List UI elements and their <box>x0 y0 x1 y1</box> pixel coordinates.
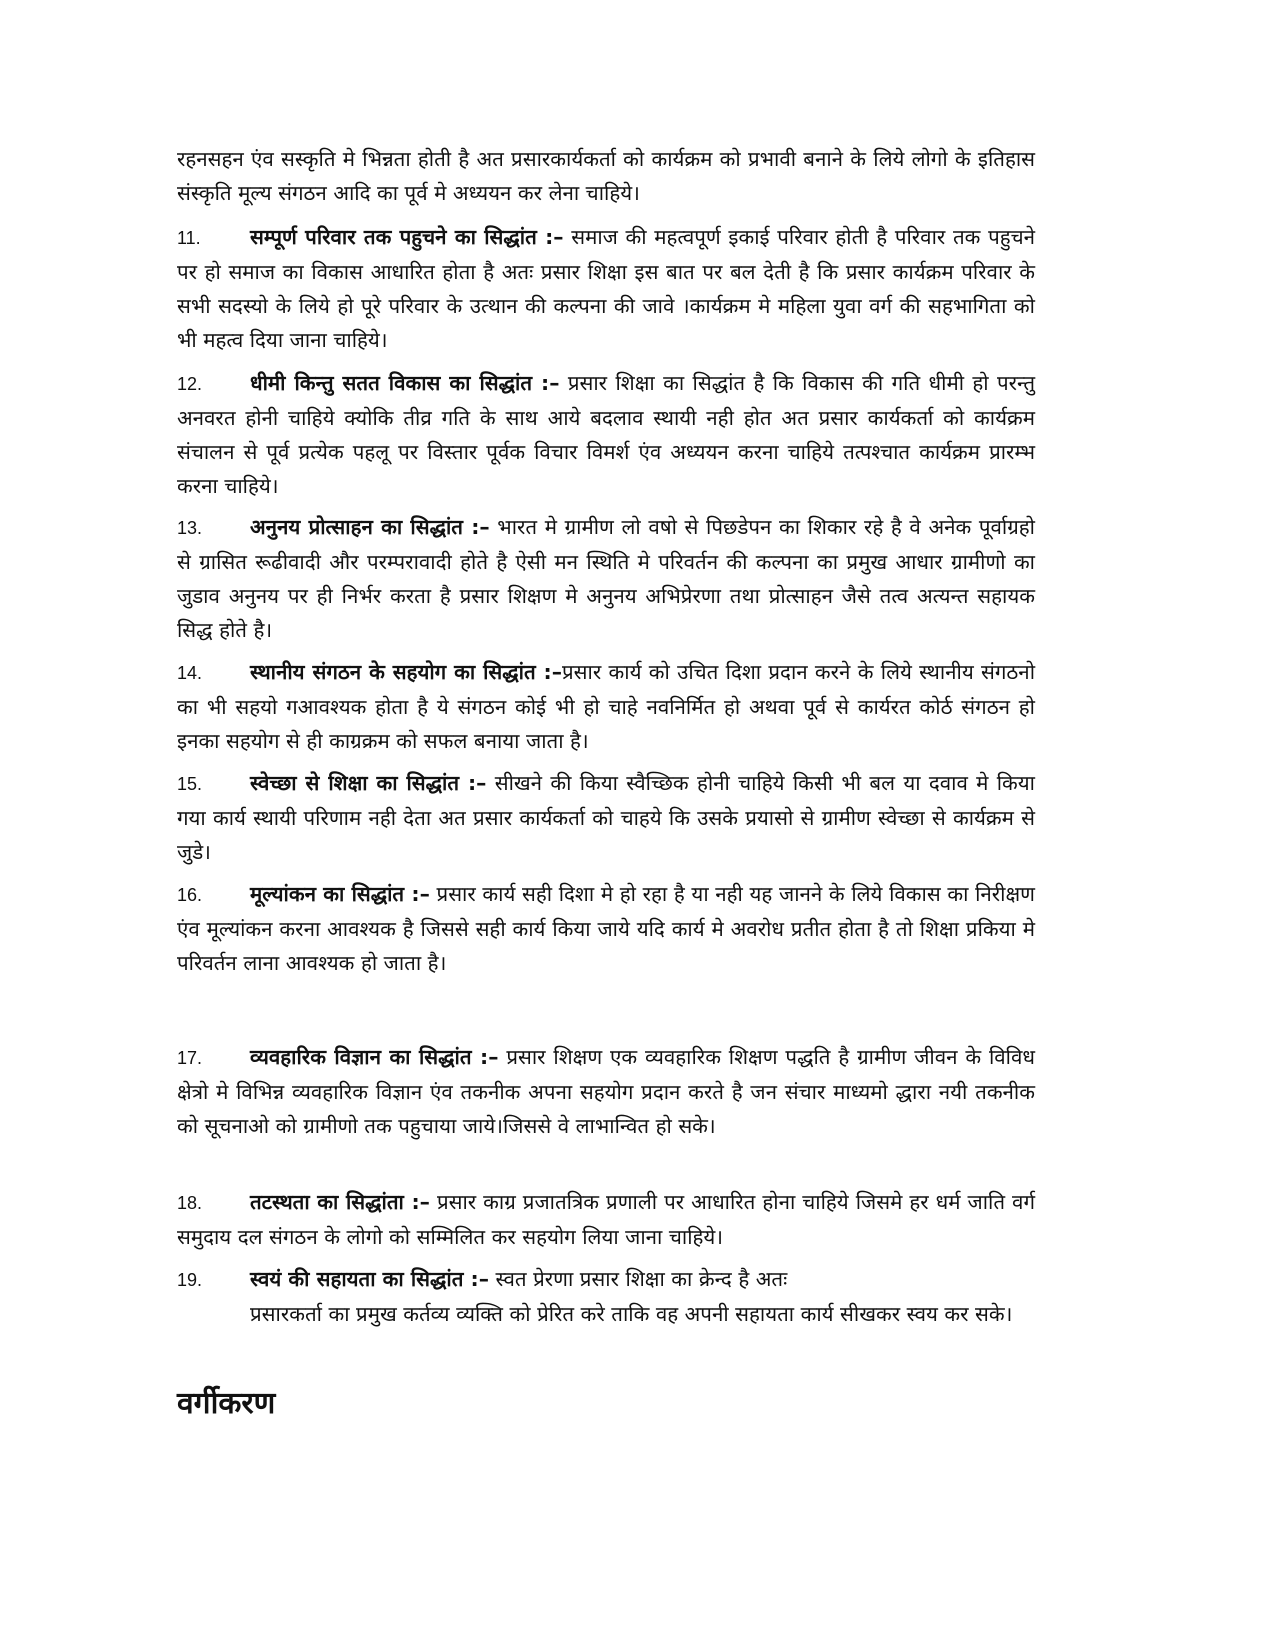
principle-12 <box>177 366 1035 503</box>
principle-heading: सम्पूर्ण परिवार तक पहुचने का सिद्धांत :– <box>250 225 564 249</box>
principle-text: सीखने की किया स्वैच्छिक होनी चाहिये किसी भी बल या दवाव मे किया गया कार्य स्थायी परिणाम नही देता अत प्रसार कार्यकर्ता को चाहये कि उसके प्रयासो से ग्रामीण स्वेच्छा से कार्यक्रम से जुडे। <box>177 771 1035 864</box>
section-title: वर्गीकरण <box>177 1386 276 1421</box>
principle-heading: तटस्थता का सिद्धांता :– <box>250 1190 430 1214</box>
principle-heading: व्यवहारिक विज्ञान का सिद्धांत :– <box>250 1045 499 1069</box>
item-number: 19. <box>177 1270 203 1290</box>
principle-text: समाज की महत्वपूर्ण इकाई परिवार होती है परिवार तक पहुचने पर हो समाज का विकास आधारित होता है अतः प्रसार शिक्षा इस बात पर बल देती है कि प्रसार कार्यक्रम परिवार के सभी सदस्यो के लिये हो पूरे परिवार के उत्थान की कल्पना की जावे ।कार्यक्रम मे महिला युवा वर्ग की सहभागिता को भी महत्व दिया जाना चाहिये। <box>177 225 1035 352</box>
principle-14 <box>177 655 1035 758</box>
principle-text: भारत मे ग्रामीण लो वषो से पिछडेपन का शिकार रहे है वे अनेक पूर्वाग्रहो से ग्रासित रूढीवादी और परम्परावादी होते है ऐसी मन स्थिति मे परिवर्तन की कल्पना का प्रमुख आधार ग्रामीणो का जुडाव अनुनय पर ही निर्भर करता है प्रसार शिक्षण मे अनुनय अभिप्रेरणा तथा प्रोत्साहन जैसे तत्व अत्यन्त सहायक सिद्ध होते है। <box>177 515 1035 642</box>
principle-16 <box>177 877 1035 980</box>
principle-text: प्रसार कार्य सही दिशा मे हो रहा है या नही यह जानने के लिये विकास का निरीक्षण एंव मूल्यांकन करना आवश्यक है जिससे सही कार्य किया जाये यदि कार्य मे अवरोध प्रतीत होता है तो शिक्षा प्रकिया मे परिवर्तन लाना आवश्यक हो जाता है। <box>177 882 1036 975</box>
intro-paragraph: रहनसहन एंव सस्कृति मे भिन्नता होती है अत प्रसारकार्यकर्ता को कार्यक्रम को प्रभावी बनाने के लिये लोगो के इतिहास संस्कृति मूल्य संगठन आदि का पूर्व मे अध्ययन कर लेना चाहिये। <box>177 147 1035 205</box>
item-number: 15. <box>177 774 203 794</box>
item-number: 17. <box>177 1048 203 1068</box>
item-number: 14. <box>177 663 203 683</box>
principle-text: प्रसार शिक्षण एक व्यवहारिक शिक्षण पद्धति है ग्रामीण जीवन के विविध क्षेत्रो मे विभिन्न व्यवहारिक विज्ञान एंव तकनीक अपना सहयोग प्रदान करते है जन संचार माध्यमो द्धारा नयी तकनीक को सूचनाओ को ग्रामीणो तक पहुचाया जाये।जिससे वे लाभान्वित हो सके। <box>177 1045 1035 1138</box>
principle-17 <box>177 1040 1035 1143</box>
principle-text: प्रसार काग्र प्रजातत्रिक प्रणाली पर आधारित होना चाहिये जिसमे हर धर्म जाति वर्ग समुदाय दल संगठन के लोगो को सम्मिलित कर सहयोग लिया जाना चाहिये। <box>177 1190 1035 1249</box>
item-number: 12. <box>177 374 203 394</box>
item-number: 11. <box>177 228 201 248</box>
principle-18 <box>177 1185 1035 1254</box>
principle-11 <box>177 220 1035 357</box>
item-number: 16. <box>177 885 203 905</box>
principle-heading: स्वेच्छा से शिक्षा का सिद्धांत :– <box>250 771 487 795</box>
principle-19 <box>177 1262 1035 1331</box>
item-number: 13. <box>177 518 203 538</box>
principle-15 <box>177 766 1035 869</box>
principle-13 <box>177 510 1035 647</box>
principle-heading: स्थानीय संगठन के सहयोग का सिद्धांत :– <box>250 660 563 684</box>
principle-text: प्रसार कार्य को उचित दिशा प्रदान करने के लिये स्थानीय संगठनो का भी सहयो गआवश्यक होता है ये संगठन कोई भी हो चाहे नवनिर्मित हो अथवा पूर्व से कार्यरत कोर्ठ संगठन हो इनका सहयोग से ही काग्रक्रम को सफल बनाया जाता है। <box>177 660 1035 753</box>
principle-heading: मूल्यांकन का सिद्धांत :– <box>250 882 430 906</box>
item-number: 18. <box>177 1193 203 1213</box>
principle-text: प्रसार शिक्षा का सिद्धांत है कि विकास की गति धीमी हो परन्तु अनवरत होनी चाहिये क्योकि तीव्र गति के साथ आये बदलाव स्थायी नही होत अत प्रसार कार्यकर्ता को कार्यक्रम संचालन से पूर्व प्रत्येक पहलू पर विस्तार पूर्वक विचार विमर्श एंव अध्ययन करना चाहिये तत्पश्चात कार्यक्रम प्रारम्भ करना चाहिये। <box>177 371 1036 498</box>
principle-heading: धीमी किन्तु सतत विकास का सिद्धांत :– <box>250 371 560 395</box>
principle-heading: अनुनय प्रोत्साहन का सिद्धांत :– <box>250 515 490 539</box>
principle-heading: स्वयं की सहायता का सिद्धांत :– <box>250 1267 489 1291</box>
principle-text-continued: प्रसारकर्ता का प्रमुख कर्तव्य व्यक्ति को प्रेरित करे ताकि वह अपनी सहायता कार्य सीखकर स्वय कर सके। <box>250 1302 1013 1326</box>
principle-text: स्वत प्रेरणा प्रसार शिक्षा का क्रेन्द है अतः <box>488 1267 788 1291</box>
